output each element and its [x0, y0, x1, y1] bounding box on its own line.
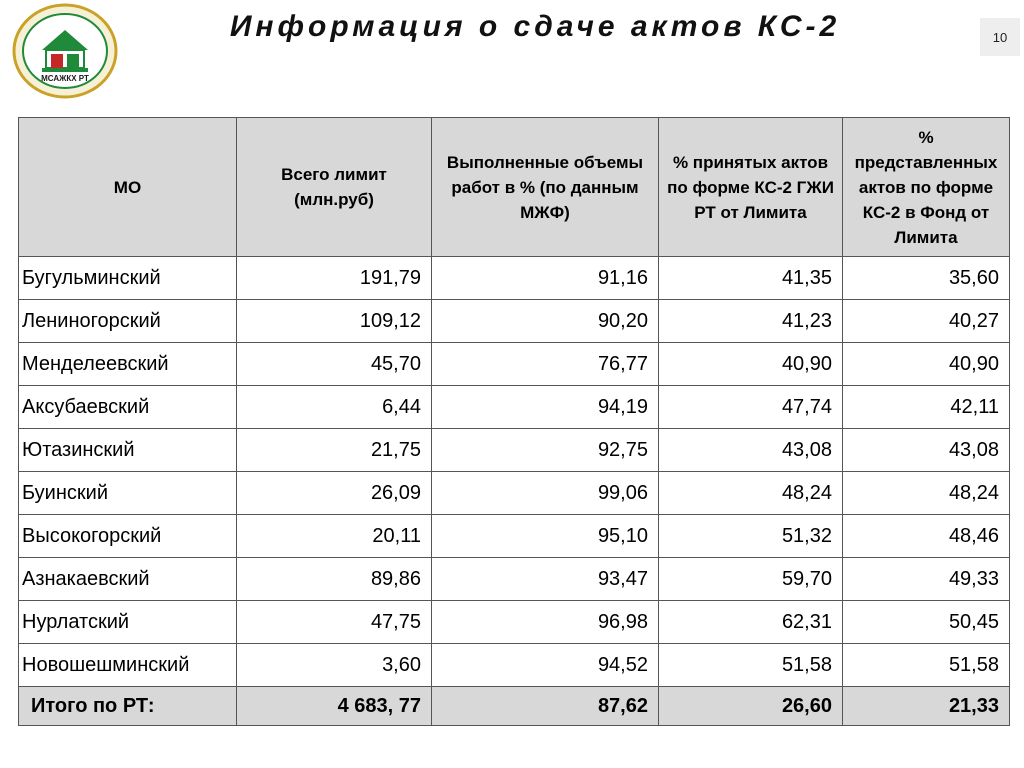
cell-limit: 45,70: [237, 343, 432, 386]
total-done: 87,62: [432, 687, 659, 726]
table-row: [19, 386, 1010, 429]
cell-gzhi: 40,90: [659, 343, 843, 386]
table-row: [19, 300, 1010, 343]
cell-fund: 43,08: [843, 429, 1010, 472]
table-row: [19, 429, 1010, 472]
cell-fund: 40,27: [843, 300, 1010, 343]
total-label: Итого по РТ:: [19, 687, 237, 726]
table-row: [19, 644, 1010, 687]
cell-gzhi: 47,74: [659, 386, 843, 429]
cell-gzhi: 41,35: [659, 257, 843, 300]
table-row: [19, 257, 1010, 300]
column-header-mo: МО: [19, 118, 237, 257]
cell-done: 90,20: [432, 300, 659, 343]
column-header-gzhi: % принятых актов по форме КС-2 ГЖИ РТ от Лимита: [659, 118, 843, 257]
logo-text: МСАЖКХ РТ: [41, 74, 89, 83]
table-row: [19, 515, 1010, 558]
cell-gzhi: 51,58: [659, 644, 843, 687]
cell-mo: Лениногорский: [19, 300, 237, 343]
cell-limit: 89,86: [237, 558, 432, 601]
cell-mo: Ютазинский: [19, 429, 237, 472]
cell-mo: Нурлатский: [19, 601, 237, 644]
column-header-limit: Всего лимит (млн.руб): [237, 118, 432, 257]
cell-gzhi: 59,70: [659, 558, 843, 601]
cell-done: 94,19: [432, 386, 659, 429]
column-header-fund: % представленных актов по форме КС-2 в Фонд от Лимита: [843, 118, 1010, 257]
cell-limit: 47,75: [237, 601, 432, 644]
cell-limit: 109,12: [237, 300, 432, 343]
total-gzhi: 26,60: [659, 687, 843, 726]
cell-fund: 51,58: [843, 644, 1010, 687]
cell-gzhi: 41,23: [659, 300, 843, 343]
ks2-table: [18, 117, 1010, 726]
cell-fund: 40,90: [843, 343, 1010, 386]
cell-done: 95,10: [432, 515, 659, 558]
cell-fund: 49,33: [843, 558, 1010, 601]
total-limit: 4 683, 77: [237, 687, 432, 726]
cell-limit: 20,11: [237, 515, 432, 558]
table-row: [19, 472, 1010, 515]
cell-done: 93,47: [432, 558, 659, 601]
table-total-row: [19, 687, 1010, 726]
page-number: 10: [980, 18, 1020, 56]
cell-gzhi: 51,32: [659, 515, 843, 558]
cell-mo: Менделеевский: [19, 343, 237, 386]
cell-done: 91,16: [432, 257, 659, 300]
cell-fund: 48,46: [843, 515, 1010, 558]
table-row: [19, 558, 1010, 601]
cell-done: 99,06: [432, 472, 659, 515]
cell-limit: 6,44: [237, 386, 432, 429]
table-header-row: [19, 118, 1010, 257]
cell-mo: Азнакаевский: [19, 558, 237, 601]
cell-done: 96,98: [432, 601, 659, 644]
cell-done: 92,75: [432, 429, 659, 472]
cell-fund: 42,11: [843, 386, 1010, 429]
organization-logo: [12, 2, 118, 100]
table-row: [19, 601, 1010, 644]
cell-fund: 50,45: [843, 601, 1010, 644]
page-title: Информация о сдаче актов КС-2: [229, 10, 841, 43]
cell-fund: 48,24: [843, 472, 1010, 515]
cell-gzhi: 48,24: [659, 472, 843, 515]
cell-fund: 35,60: [843, 257, 1010, 300]
cell-mo: Новошешминский: [19, 644, 237, 687]
cell-done: 76,77: [432, 343, 659, 386]
cell-limit: 21,75: [237, 429, 432, 472]
cell-gzhi: 43,08: [659, 429, 843, 472]
cell-gzhi: 62,31: [659, 601, 843, 644]
cell-mo: Аксубаевский: [19, 386, 237, 429]
cell-mo: Бугульминский: [19, 257, 237, 300]
column-header-done: Выполненные объемы работ в % (по данным МЖФ): [432, 118, 659, 257]
cell-done: 94,52: [432, 644, 659, 687]
cell-mo: Буинский: [19, 472, 237, 515]
cell-limit: 3,60: [237, 644, 432, 687]
table-row: [19, 343, 1010, 386]
cell-mo: Высокогорский: [19, 515, 237, 558]
cell-limit: 191,79: [237, 257, 432, 300]
cell-limit: 26,09: [237, 472, 432, 515]
total-fund: 21,33: [843, 687, 1010, 726]
